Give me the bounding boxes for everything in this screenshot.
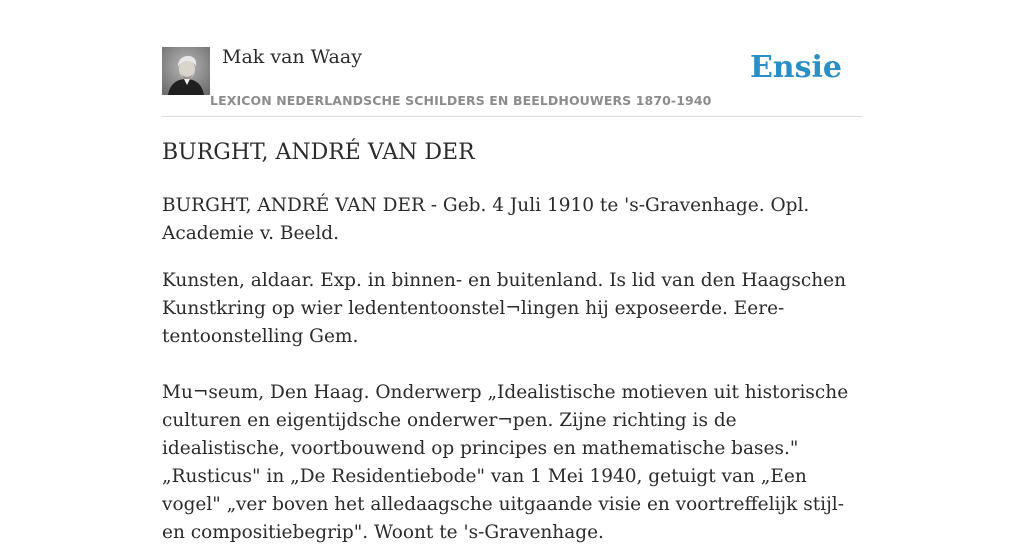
author-name[interactable]: Mak van Waay <box>222 46 362 68</box>
brand-logo[interactable]: Ensie <box>749 50 842 85</box>
article-paragraph: Mu¬seum, Den Haag. Onderwerp „Idealistische motieven uit historische culturen en eigentijdsche onderwer¬pen. Zijne richting is de idealistische, voortbouwend op principes en mathematische bases." „Rusticus" in „De Residentiebode" van 1 Mei 1940, getuigt van „Een vogel" „ver boven het alledaagsche uitgaande visie en voortreffelijk stijl- en compositiebegrip". Woont te 's-Gravenhage. <box>162 382 849 543</box>
article-title: BURGHT, ANDRÉ VAN DER <box>162 140 475 165</box>
article-paragraph: BURGHT, ANDRÉ VAN DER - Geb. 4 Juli 1910 te 's-Gravenhage. Opl. Academie v. Beeld. <box>162 195 810 244</box>
article-paragraph: Kunsten, aldaar. Exp. in binnen- en buitenland. Is lid van den Haagschen Kunstkring op wier ledententoonstel¬lingen hij exposeerde. Eere-tentoonstelling Gem. <box>162 270 847 347</box>
author-avatar[interactable] <box>162 47 210 95</box>
header <box>162 0 862 117</box>
page-container <box>162 0 862 543</box>
portrait-image <box>162 47 210 95</box>
source-title[interactable]: LEXICON NEDERLANDSCHE SCHILDERS EN BEELDHOUWERS 1870-1940 <box>210 93 712 108</box>
